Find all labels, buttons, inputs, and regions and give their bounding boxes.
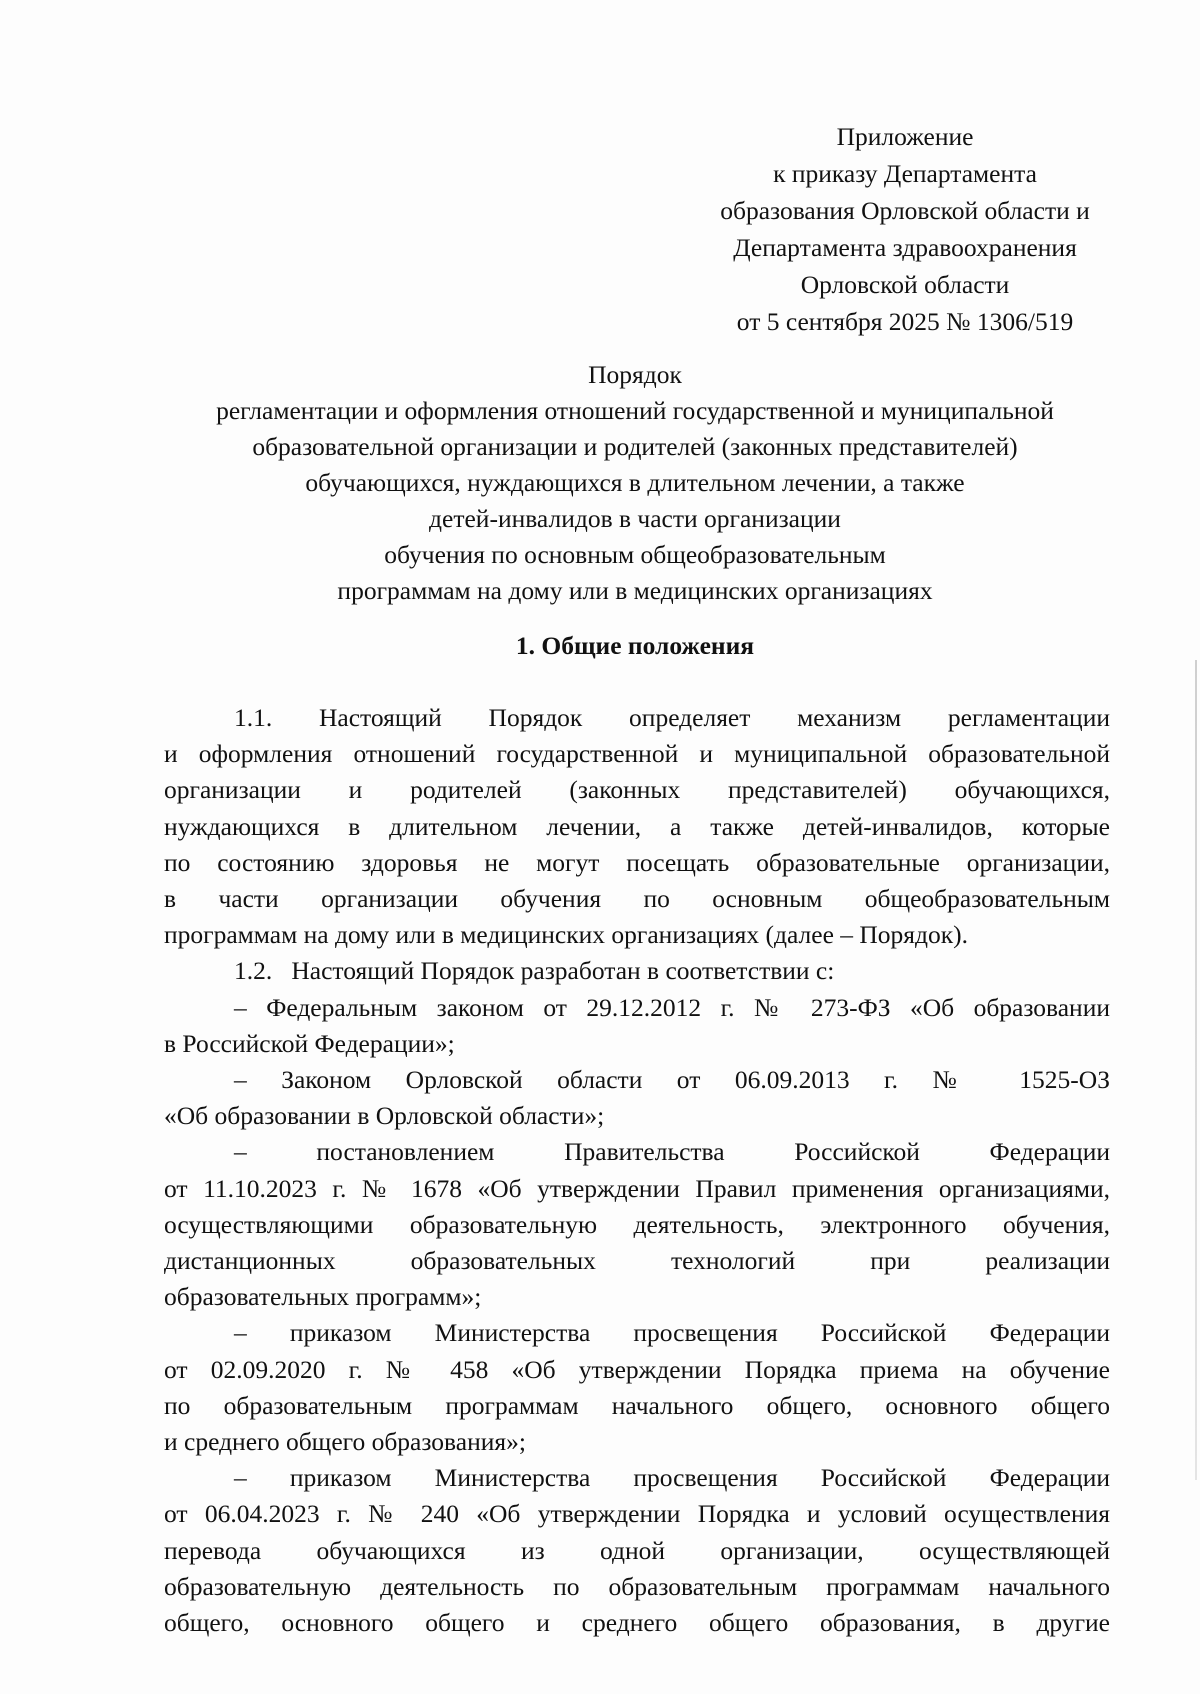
list-item (164, 1062, 1110, 1134)
text-line: – постановлением Правительства Российской Федерации (234, 1137, 1110, 1167)
scan-edge-shadow (1195, 660, 1197, 1480)
text-line: – Законом Орловской области от 06.09.2013 г. № 1525-ОЗ (234, 1065, 1110, 1095)
list-item (164, 1134, 1110, 1315)
text-line: общего, основного общего и среднего общего образования, в другие (164, 1608, 1110, 1638)
text-line: образовательную деятельность по образовательным программам начального (164, 1571, 1110, 1601)
text-line: 1.1. Настоящий Порядок определяет механизм регламентации (234, 703, 1110, 732)
list-item (164, 1315, 1110, 1460)
text-line: от 11.10.2023 г. № 1678 «Об утверждении Правил применения организациями, (164, 1173, 1110, 1203)
paragraph-1-1 (164, 700, 1110, 953)
text-line: «Об образовании в Орловской области»; (164, 1101, 605, 1131)
text-line: программам на дому или в медицинских организациях (далее – Порядок). (164, 920, 969, 950)
appendix-line: Орловской области (800, 270, 1010, 299)
text-line: и оформления отношений государственной и муниципальной образовательной (164, 739, 1110, 769)
text-line: в части организации обучения по основным общеобразовательным (164, 884, 1110, 914)
appendix-header (700, 118, 1110, 340)
appendix-line: Приложение (836, 122, 974, 151)
text-line: осуществляющими образовательную деятельность, электронного обучения, (164, 1209, 1110, 1239)
paragraph-1-2 (164, 953, 1110, 989)
title-line: программам на дому или в медицинских организациях (337, 576, 933, 605)
list-item (164, 1460, 1110, 1641)
text-line: от 06.04.2023 г. № 240 «Об утверждении Порядка и условий осуществления (164, 1499, 1110, 1529)
text-line: 1.2. Настоящий Порядок разработан в соответствии с: (234, 956, 835, 986)
text-line: по состоянию здоровья не могут посещать образовательные организации, (164, 847, 1110, 877)
text-line: нуждающихся в длительном лечении, а также детей-инвалидов, которые (164, 811, 1110, 841)
text-line: перевода обучающихся из одной организации, осуществляющей (164, 1535, 1110, 1565)
title-line: Порядок (588, 360, 682, 389)
text-line: по образовательным программам начального общего, основного общего (164, 1390, 1110, 1420)
text-line: организации и родителей (законных представителей) обучающихся, (164, 775, 1110, 805)
document-body (164, 700, 1110, 1641)
text-line: дистанционных образовательных технологий при реализации (164, 1246, 1110, 1276)
text-line: – приказом Министерства просвещения Российской Федерации (234, 1318, 1110, 1348)
text-line: и среднего общего образования»; (164, 1427, 526, 1457)
appendix-line: образования Орловской области и (720, 196, 1090, 225)
appendix-line: к приказу Департамента (773, 159, 1037, 188)
document-title (160, 357, 1110, 609)
appendix-line: Департамента здравоохранения (733, 233, 1077, 262)
title-line: образовательной организации и родителей (законных представителей) (252, 432, 1018, 461)
appendix-line: от 5 сентября 2025 № 1306/519 (736, 307, 1074, 336)
list-item (164, 990, 1110, 1062)
text-line: от 02.09.2020 г. № 458 «Об утверждении Порядка приема на обучение (164, 1354, 1110, 1384)
text-line: – приказом Министерства просвещения Российской Федерации (234, 1463, 1110, 1493)
title-line: детей-инвалидов в части организации (429, 504, 841, 533)
section-heading: 1. Общие положения (515, 631, 755, 660)
text-line: – Федеральным законом от 29.12.2012 г. № 273-ФЗ «Об образовании (234, 992, 1110, 1022)
title-line: обучения по основным общеобразовательным (384, 540, 886, 569)
text-line: в Российской Федерации»; (164, 1028, 455, 1058)
title-line: обучающихся, нуждающихся в длительном лечении, а также (305, 468, 965, 497)
text-line: образовательных программ»; (164, 1282, 482, 1312)
title-line: регламентации и оформления отношений государственной и муниципальной (216, 396, 1054, 425)
